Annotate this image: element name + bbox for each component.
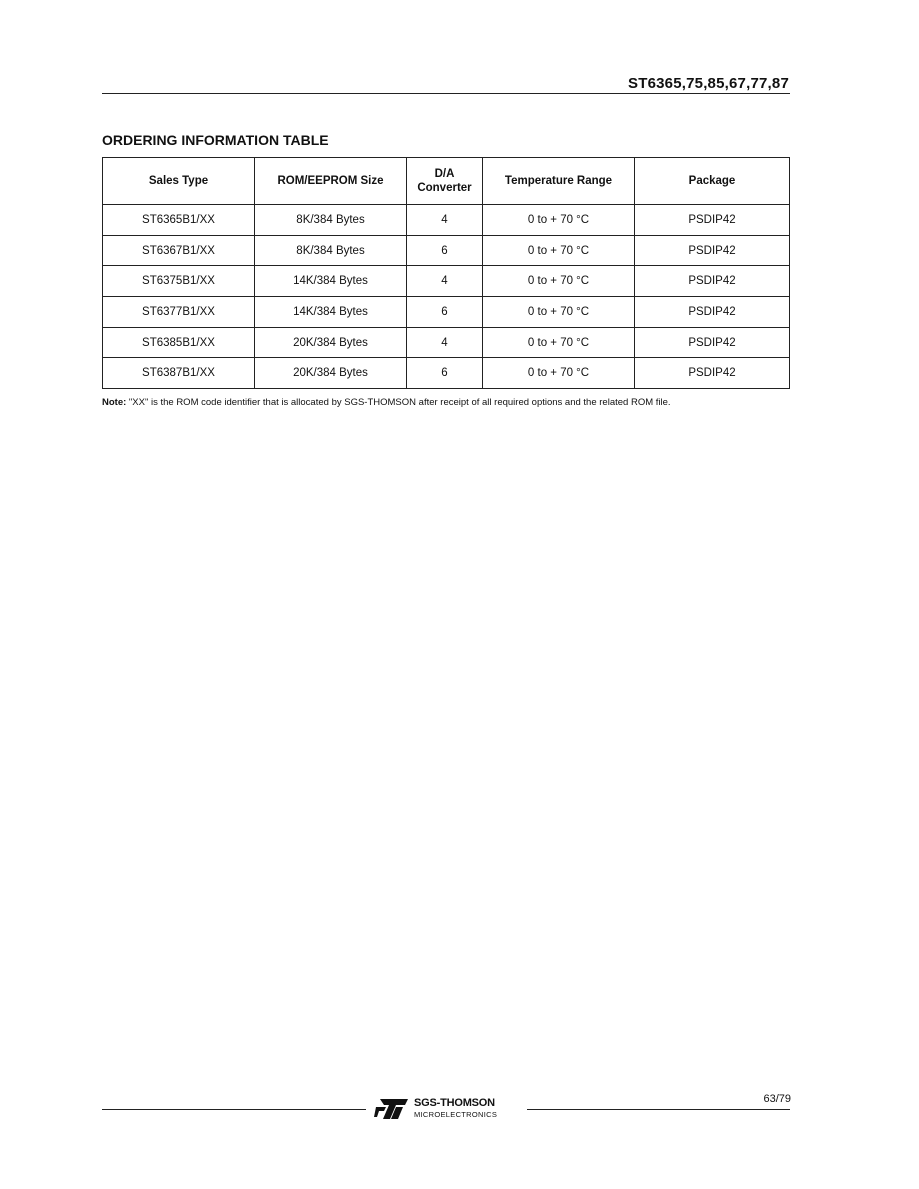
table-row — [103, 235, 790, 266]
cell-temp: 0 to + 70 °C — [483, 297, 635, 328]
logo-company-name: SGS-THOMSON — [414, 1097, 495, 1109]
company-logo — [374, 1097, 519, 1121]
header-da-converter — [407, 158, 483, 205]
table-row — [103, 327, 790, 358]
cell-rom-size: 14K/384 Bytes — [255, 266, 407, 297]
ordering-information-table — [102, 157, 790, 389]
cell-package: PSDIP42 — [635, 205, 790, 236]
cell-da: 4 — [407, 266, 483, 297]
logo-division-name: MICROELECTRONICS — [414, 1110, 498, 1119]
header-rom-size: ROM/EEPROM Size — [255, 158, 407, 205]
cell-package: PSDIP42 — [635, 235, 790, 266]
header-da-line1: D/A — [434, 168, 455, 180]
cell-temp: 0 to + 70 °C — [483, 235, 635, 266]
table-row — [103, 205, 790, 236]
header-sales-type: Sales Type — [103, 158, 255, 205]
table-row — [103, 266, 790, 297]
cell-da: 4 — [407, 327, 483, 358]
cell-rom-size: 8K/384 Bytes — [255, 235, 407, 266]
cell-da: 6 — [407, 235, 483, 266]
section-title: ORDERING INFORMATION TABLE — [102, 132, 329, 148]
cell-sales-type: ST6375B1/XX — [103, 266, 255, 297]
cell-package: PSDIP42 — [635, 327, 790, 358]
cell-sales-type: ST6365B1/XX — [103, 205, 255, 236]
header-temperature-range: Temperature Range — [483, 158, 635, 205]
cell-rom-size: 20K/384 Bytes — [255, 327, 407, 358]
footer-divider-left — [102, 1109, 366, 1110]
cell-sales-type: ST6385B1/XX — [103, 327, 255, 358]
table-row — [103, 358, 790, 389]
table-header-row — [103, 158, 790, 205]
cell-temp: 0 to + 70 °C — [483, 266, 635, 297]
header-package: Package — [635, 158, 790, 205]
cell-rom-size: 8K/384 Bytes — [255, 205, 407, 236]
note-text: "XX" is the ROM code identifier that is allocated by SGS-THOMSON after receipt of all required options and the related ROM file. — [126, 397, 671, 408]
cell-package: PSDIP42 — [635, 297, 790, 328]
header-divider — [102, 93, 790, 94]
cell-rom-size: 20K/384 Bytes — [255, 358, 407, 389]
table-note — [102, 397, 671, 408]
cell-rom-size: 14K/384 Bytes — [255, 297, 407, 328]
page-number: 63/79 — [763, 1093, 791, 1105]
footer-divider-right — [527, 1109, 790, 1110]
document-header-title: ST6365,75,85,67,77,87 — [628, 75, 789, 92]
st-logo-icon — [374, 1097, 410, 1121]
note-label: Note: — [102, 397, 127, 408]
cell-temp: 0 to + 70 °C — [483, 358, 635, 389]
cell-sales-type: ST6387B1/XX — [103, 358, 255, 389]
cell-package: PSDIP42 — [635, 358, 790, 389]
cell-sales-type: ST6377B1/XX — [103, 297, 255, 328]
cell-da: 6 — [407, 297, 483, 328]
header-da-line2: Converter — [417, 182, 472, 194]
table-row — [103, 297, 790, 328]
cell-temp: 0 to + 70 °C — [483, 327, 635, 358]
cell-da: 6 — [407, 358, 483, 389]
cell-temp: 0 to + 70 °C — [483, 205, 635, 236]
cell-da: 4 — [407, 205, 483, 236]
cell-sales-type: ST6367B1/XX — [103, 235, 255, 266]
cell-package: PSDIP42 — [635, 266, 790, 297]
